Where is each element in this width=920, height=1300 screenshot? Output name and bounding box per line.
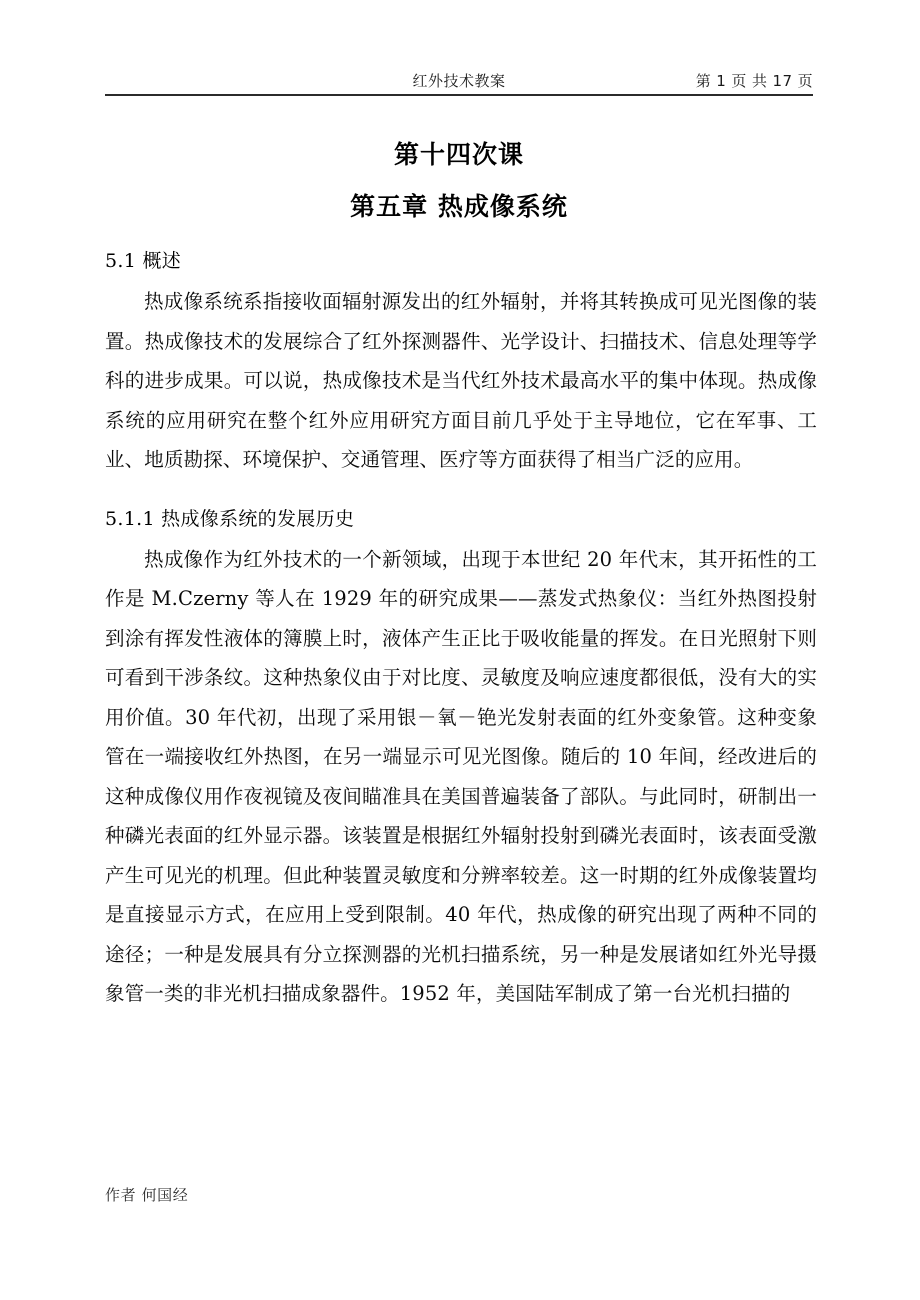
lesson-title: 第十四次课 <box>393 140 524 169</box>
footer-author: 作者 何国经 <box>105 1186 189 1204</box>
section-heading-5-1-1: 5.1.1 热成像系统的发展历史 <box>105 507 355 530</box>
header-document-title: 红外技术教案 <box>412 72 506 90</box>
header-page-number: 第 1 页 共 17 页 <box>695 72 813 90</box>
section-spacer <box>105 480 817 504</box>
header-divider-rule <box>105 94 813 96</box>
section-heading-5-1: 5.1 概述 <box>105 250 182 272</box>
chapter-title: 第五章 热成像系统 <box>350 192 568 221</box>
document-body <box>105 246 817 1014</box>
page-header-row <box>105 70 813 96</box>
section-paragraph-5-1: 热成像系统系指接收面辐射源发出的红外辐射，并将其转换成可见光图像的装置。热成像技术的发展综合了红外探测器件、光学设计、扫描技术、信息处理等学科的进步成果。可以说，热成像技术是当代红外技术最高水平的集中体现。热成像系统的应用研究在整个红外应用研究方面目前几乎处于主导地位，它在军事、工业、地质勘探、环境保护、交通管理、医疗等方面获得了相当广泛的应用。 <box>105 290 817 471</box>
page-footer <box>105 1184 813 1206</box>
section-paragraph-5-1-1: 热成像作为红外技术的一个新领域，出现于本世纪 20 年代末，其开拓性的工作是 M.Czerny 等人在 1929 年的研究成果——蒸发式热象仪：当红外热图投射到涂有挥发性液体的簿膜上时，液体产生正比于吸收能量的挥发。在日光照射下则可看到干涉条纹。这种热象仪由于对比度、灵敏度及响应速度都很低，没有大的实用价值。30 年代初，出现了采用银－氧－铯光发射表面的红外变象管。这种变象管在一端接收红外热图，在另一端显示可见光图像。随后的 10 年间，经改进后的这种成像仪用作夜视镜及夜间瞄准具在美国普遍装备了部队。与此同时，研制出一种磷光表面的红外显示器。该装置是根据红外辐射投射到磷光表面时，该表面受激产生可见光的机理。但此种装置灵敏度和分辨率较差。这一时期的红外成像装置均是直接显示方式，在应用上受到限制。40 年代，热成像的研究出现了两种不同的途径；一种是发展具有分立探测器的光机扫描系统，另一种是发展诸如红外光导摄象管一类的非光机扫描成象器件。1952 年，美国陆军制成了第一台光机扫描的 <box>105 547 817 1005</box>
